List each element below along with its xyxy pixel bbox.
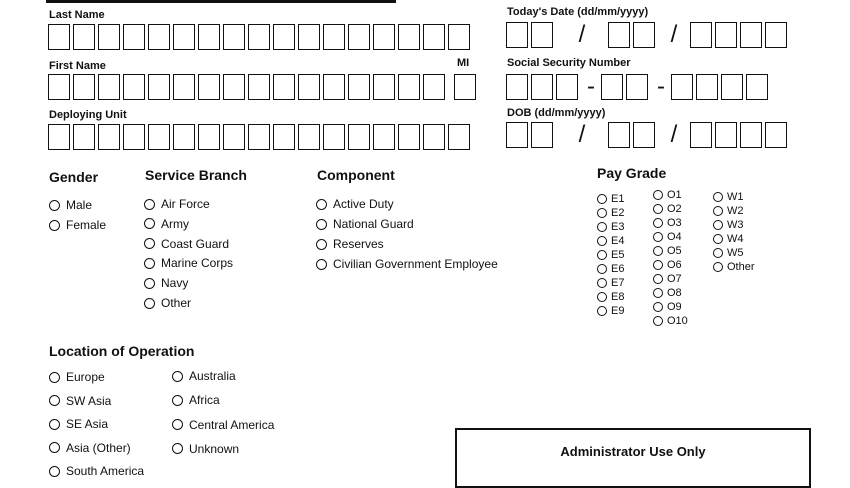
- radio-circle-icon[interactable]: [49, 419, 60, 430]
- radio-circle-icon[interactable]: [49, 466, 60, 477]
- radio-circle-icon[interactable]: [653, 204, 663, 214]
- char-box[interactable]: [73, 74, 95, 100]
- radio-circle-icon[interactable]: [653, 246, 663, 256]
- char-box[interactable]: [398, 24, 420, 50]
- char-box[interactable]: [173, 24, 195, 50]
- radio-circle-icon[interactable]: [172, 419, 183, 430]
- char-box[interactable]: [323, 124, 345, 150]
- char-box[interactable]: [423, 24, 445, 50]
- char-box[interactable]: [48, 74, 70, 100]
- char-box[interactable]: [223, 24, 245, 50]
- char-box[interactable]: [48, 124, 70, 150]
- radio-label: E3: [611, 220, 625, 233]
- radio-option[interactable]: [49, 218, 106, 232]
- char-box[interactable]: [148, 74, 170, 100]
- char-box[interactable]: [348, 24, 370, 50]
- radio-option[interactable]: [653, 244, 682, 257]
- radio-label: E8: [611, 291, 625, 304]
- radio-circle-icon[interactable]: [144, 258, 155, 269]
- radio-label: W3: [727, 218, 744, 231]
- last-name-label: Last Name: [49, 9, 105, 21]
- radio-option[interactable]: [653, 273, 682, 286]
- char-box[interactable]: [223, 124, 245, 150]
- char-box[interactable]: [348, 124, 370, 150]
- char-box[interactable]: [248, 74, 270, 100]
- char-box[interactable]: [48, 24, 70, 50]
- first-name-label: First Name: [49, 60, 106, 72]
- radio-circle-icon[interactable]: [653, 232, 663, 242]
- deploying-unit-boxes[interactable]: [48, 124, 473, 150]
- dob-label: DOB (dd/mm/yyyy): [507, 107, 606, 119]
- char-box[interactable]: [98, 124, 120, 150]
- radio-label: Marine Corps: [161, 256, 234, 271]
- radio-label: W1: [727, 190, 744, 203]
- radio-option[interactable]: [597, 277, 624, 290]
- radio-option[interactable]: [172, 393, 220, 407]
- radio-circle-icon[interactable]: [316, 199, 327, 210]
- radio-label: E4: [611, 234, 625, 247]
- date-separator: /: [578, 21, 586, 48]
- radio-label: O2: [667, 202, 682, 215]
- radio-circle-icon[interactable]: [597, 208, 607, 218]
- radio-label: O10: [667, 315, 688, 328]
- radio-circle-icon[interactable]: [653, 316, 663, 326]
- radio-option[interactable]: [653, 202, 682, 215]
- radio-option[interactable]: [653, 188, 682, 201]
- date-separator: /: [670, 21, 678, 48]
- radio-circle-icon[interactable]: [172, 395, 183, 406]
- radio-option[interactable]: [653, 287, 682, 300]
- ssn-label: Social Security Number: [507, 57, 631, 69]
- radio-label: O5: [667, 244, 682, 257]
- radio-option[interactable]: [713, 204, 744, 217]
- radio-label: Africa: [189, 393, 220, 408]
- radio-label: Asia (Other): [66, 440, 131, 455]
- radio-option[interactable]: [144, 296, 191, 310]
- radio-label: South America: [66, 464, 145, 478]
- radio-option[interactable]: [144, 256, 233, 270]
- radio-label: O6: [667, 259, 682, 271]
- component-title: Component: [317, 167, 395, 183]
- radio-circle-icon[interactable]: [316, 259, 327, 270]
- radio-label: O9: [667, 301, 682, 314]
- first-name-boxes[interactable]: [48, 74, 448, 100]
- radio-circle-icon[interactable]: [597, 264, 607, 274]
- date-box[interactable]: [740, 22, 762, 48]
- radio-circle-icon[interactable]: [713, 192, 723, 202]
- radio-circle-icon[interactable]: [49, 372, 60, 383]
- radio-label: O7: [667, 273, 682, 286]
- pay-grade-title: Pay Grade: [597, 165, 667, 181]
- radio-option[interactable]: [49, 370, 105, 384]
- date-box[interactable]: [765, 22, 787, 48]
- radio-circle-icon[interactable]: [316, 219, 327, 230]
- service-branch-title: Service Branch: [145, 167, 247, 183]
- char-box[interactable]: [423, 124, 445, 150]
- radio-option[interactable]: [597, 192, 624, 205]
- radio-option[interactable]: [316, 237, 384, 251]
- todays-date-label: Today's Date (dd/mm/yyyy): [507, 6, 649, 18]
- gender-title: Gender: [49, 169, 99, 185]
- ssn-separator: -: [587, 73, 595, 100]
- radio-option[interactable]: [653, 216, 682, 229]
- radio-label: Air Force: [161, 197, 210, 211]
- radio-label: E9: [611, 305, 625, 318]
- dob-box[interactable]: [690, 122, 712, 148]
- radio-circle-icon[interactable]: [144, 278, 155, 289]
- radio-option[interactable]: [49, 441, 131, 455]
- dob-box[interactable]: [715, 122, 737, 148]
- radio-option[interactable]: [653, 230, 682, 243]
- char-box[interactable]: [398, 74, 420, 100]
- radio-option[interactable]: [713, 246, 744, 259]
- radio-circle-icon[interactable]: [653, 260, 663, 270]
- dob-box[interactable]: [506, 122, 528, 148]
- dob-box[interactable]: [608, 122, 630, 148]
- dob-box[interactable]: [633, 122, 655, 148]
- radio-label: O8: [667, 287, 682, 300]
- radio-label: Unknown: [189, 441, 240, 456]
- radio-option[interactable]: [49, 198, 92, 212]
- radio-option[interactable]: [172, 369, 236, 383]
- radio-circle-icon[interactable]: [597, 194, 607, 204]
- radio-circle-icon[interactable]: [49, 200, 60, 211]
- radio-option[interactable]: [172, 442, 239, 456]
- radio-label: E1: [611, 192, 625, 205]
- radio-option[interactable]: [316, 197, 394, 211]
- radio-label: Navy: [161, 276, 189, 291]
- administrator-box: [455, 428, 811, 488]
- radio-circle-icon[interactable]: [713, 234, 723, 244]
- char-box[interactable]: [148, 24, 170, 50]
- radio-label: SE Asia: [66, 417, 109, 431]
- radio-circle-icon[interactable]: [653, 288, 663, 298]
- radio-option[interactable]: [144, 197, 210, 211]
- date-box[interactable]: [633, 22, 655, 48]
- dob-box[interactable]: [531, 122, 553, 148]
- radio-option[interactable]: [316, 217, 414, 231]
- radio-label: Other: [161, 296, 192, 310]
- ssn-box[interactable]: [531, 74, 553, 100]
- radio-label: Other: [727, 261, 755, 273]
- ssn-separator: -: [657, 73, 665, 100]
- top-rule: [46, 0, 396, 3]
- radio-label: E6: [611, 263, 625, 275]
- radio-option[interactable]: [49, 417, 108, 431]
- radio-option[interactable]: [713, 190, 744, 203]
- radio-option[interactable]: [597, 263, 624, 276]
- radio-circle-icon[interactable]: [316, 239, 327, 250]
- mi-boxes[interactable]: [454, 74, 479, 100]
- char-box[interactable]: [123, 124, 145, 150]
- radio-circle-icon[interactable]: [172, 371, 183, 382]
- char-box[interactable]: [198, 74, 220, 100]
- char-box[interactable]: [348, 74, 370, 100]
- radio-label: National Guard: [333, 217, 414, 231]
- char-box[interactable]: [198, 124, 220, 150]
- ssn-box[interactable]: [601, 74, 623, 100]
- ssn-box[interactable]: [626, 74, 648, 100]
- char-box[interactable]: [298, 124, 320, 150]
- radio-label: Central America: [189, 417, 275, 432]
- radio-circle-icon[interactable]: [653, 218, 663, 228]
- char-box[interactable]: [173, 124, 195, 150]
- char-box[interactable]: [273, 124, 295, 150]
- radio-option[interactable]: [49, 464, 144, 478]
- char-box[interactable]: [248, 24, 270, 50]
- char-box[interactable]: [198, 24, 220, 50]
- radio-circle-icon[interactable]: [597, 306, 607, 316]
- radio-label: W2: [727, 204, 744, 217]
- radio-label: Female: [66, 218, 107, 232]
- ssn-box[interactable]: [746, 74, 768, 100]
- radio-circle-icon[interactable]: [653, 190, 663, 200]
- radio-circle-icon[interactable]: [49, 395, 60, 406]
- radio-label: E5: [611, 248, 625, 261]
- dob-box[interactable]: [765, 122, 787, 148]
- radio-label: Europe: [66, 370, 105, 384]
- radio-label: SW Asia: [66, 393, 112, 408]
- radio-circle-icon[interactable]: [144, 218, 155, 229]
- radio-option[interactable]: [597, 220, 624, 233]
- radio-circle-icon[interactable]: [597, 278, 607, 288]
- deploying-unit-label: Deploying Unit: [49, 109, 127, 121]
- radio-circle-icon[interactable]: [597, 250, 607, 260]
- date-box[interactable]: [608, 22, 630, 48]
- todays-date-boxes[interactable]: [506, 22, 790, 48]
- char-box[interactable]: [323, 74, 345, 100]
- radio-option[interactable]: [597, 248, 624, 261]
- char-box[interactable]: [298, 74, 320, 100]
- radio-circle-icon[interactable]: [713, 220, 723, 230]
- ssn-box[interactable]: [721, 74, 743, 100]
- mi-label: MI: [457, 57, 470, 69]
- char-box[interactable]: [273, 24, 295, 50]
- dob-box[interactable]: [740, 122, 762, 148]
- radio-option[interactable]: [597, 206, 624, 219]
- radio-label: Reserves: [333, 237, 384, 251]
- char-box[interactable]: [73, 24, 95, 50]
- radio-circle-icon[interactable]: [144, 238, 155, 249]
- dob-separator: /: [670, 121, 678, 148]
- radio-circle-icon[interactable]: [597, 292, 607, 302]
- char-box[interactable]: [423, 74, 445, 100]
- radio-circle-icon[interactable]: [713, 248, 723, 258]
- radio-circle-icon[interactable]: [653, 274, 663, 284]
- char-box[interactable]: [373, 24, 395, 50]
- char-box[interactable]: [248, 124, 270, 150]
- char-box[interactable]: [148, 124, 170, 150]
- char-box[interactable]: [323, 24, 345, 50]
- radio-option[interactable]: [653, 315, 688, 328]
- char-box[interactable]: [223, 74, 245, 100]
- radio-circle-icon[interactable]: [597, 236, 607, 246]
- radio-label: Active Duty: [333, 197, 394, 211]
- ssn-box[interactable]: [696, 74, 718, 100]
- char-box[interactable]: [173, 74, 195, 100]
- radio-option[interactable]: [653, 301, 682, 314]
- ssn-boxes[interactable]: [506, 74, 771, 100]
- radio-label: Male: [66, 198, 93, 212]
- radio-option[interactable]: [713, 218, 744, 231]
- date-box[interactable]: [506, 22, 528, 48]
- radio-label: Army: [161, 216, 189, 231]
- radio-label: E2: [611, 206, 625, 219]
- radio-circle-icon[interactable]: [172, 443, 183, 454]
- date-box[interactable]: [715, 22, 737, 48]
- char-box[interactable]: [373, 124, 395, 150]
- char-box[interactable]: [98, 74, 120, 100]
- date-box[interactable]: [690, 22, 712, 48]
- radio-label: O1: [667, 188, 682, 201]
- dob-separator: /: [578, 121, 586, 148]
- radio-option[interactable]: [172, 418, 274, 432]
- radio-label: Australia: [189, 369, 236, 383]
- radio-circle-icon[interactable]: [49, 220, 60, 231]
- char-box[interactable]: [448, 24, 470, 50]
- char-box[interactable]: [448, 124, 470, 150]
- radio-circle-icon[interactable]: [653, 302, 663, 312]
- ssn-box[interactable]: [506, 74, 528, 100]
- char-box[interactable]: [398, 124, 420, 150]
- radio-circle-icon[interactable]: [597, 222, 607, 232]
- radio-option[interactable]: [597, 234, 624, 247]
- last-name-boxes[interactable]: [48, 24, 473, 50]
- radio-circle-icon[interactable]: [713, 262, 723, 272]
- ssn-box[interactable]: [671, 74, 693, 100]
- char-box[interactable]: [454, 74, 476, 100]
- radio-label: E7: [611, 277, 625, 290]
- radio-label: Coast Guard: [161, 236, 230, 251]
- administrator-title: Administrator Use Only: [560, 444, 706, 459]
- radio-option[interactable]: [144, 237, 229, 251]
- radio-option[interactable]: [597, 305, 624, 318]
- dob-boxes[interactable]: [506, 122, 790, 148]
- radio-label: O3: [667, 216, 682, 229]
- radio-option[interactable]: [653, 259, 682, 272]
- radio-option[interactable]: [144, 217, 189, 231]
- radio-label: O4: [667, 230, 682, 243]
- char-box[interactable]: [123, 74, 145, 100]
- date-box[interactable]: [531, 22, 553, 48]
- radio-label: W5: [727, 246, 744, 259]
- char-box[interactable]: [98, 24, 120, 50]
- radio-option[interactable]: [316, 257, 498, 271]
- char-box[interactable]: [273, 74, 295, 100]
- location-title: Location of Operation: [49, 343, 195, 359]
- char-box[interactable]: [123, 24, 145, 50]
- radio-option[interactable]: [713, 232, 744, 245]
- radio-circle-icon[interactable]: [144, 298, 155, 309]
- radio-circle-icon[interactable]: [49, 442, 60, 453]
- radio-option[interactable]: [144, 276, 188, 290]
- char-box[interactable]: [373, 74, 395, 100]
- radio-circle-icon[interactable]: [144, 199, 155, 210]
- radio-option[interactable]: [713, 261, 755, 274]
- ssn-box[interactable]: [556, 74, 578, 100]
- char-box[interactable]: [73, 124, 95, 150]
- radio-label: W4: [727, 232, 744, 245]
- radio-label: Civilian Government Employee: [333, 257, 498, 271]
- radio-option[interactable]: [49, 394, 111, 408]
- char-box[interactable]: [298, 24, 320, 50]
- radio-circle-icon[interactable]: [713, 206, 723, 216]
- radio-option[interactable]: [597, 291, 624, 304]
